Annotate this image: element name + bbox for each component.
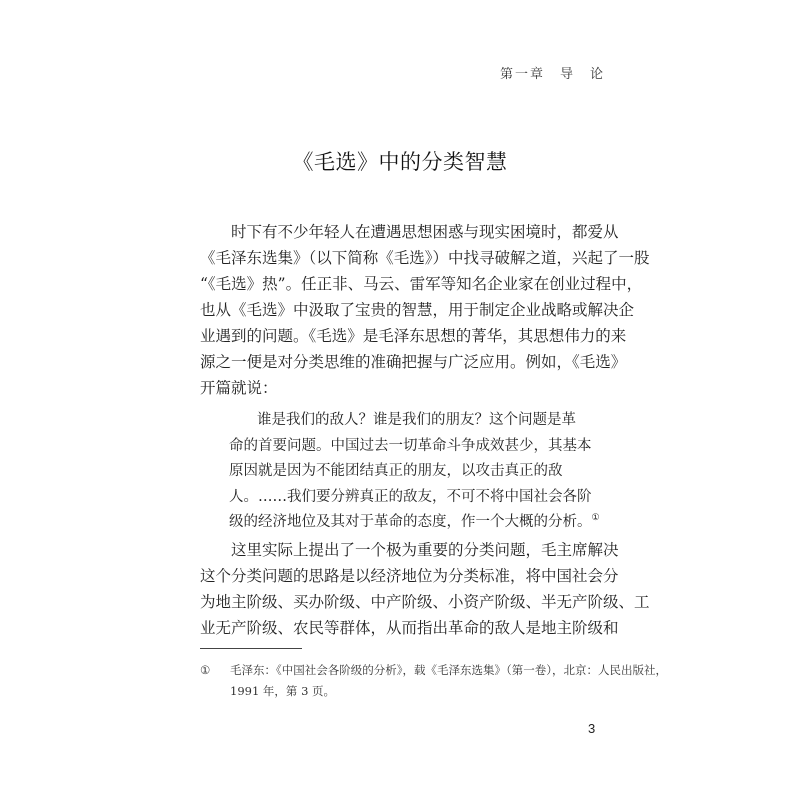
block-quote [229, 408, 601, 536]
footnote-text: 毛泽东：《中国社会各阶级的分析》，载《毛泽东选集》（第一卷），北京：人民出版社， [230, 663, 667, 677]
paragraph-2 [200, 537, 650, 641]
paragraph-line: 时下有不少年轻人在遭遇思想困惑与现实困境时，都爱从 [231, 223, 619, 241]
quote-line-last [229, 510, 601, 536]
footnote-reference[interactable]: ① [591, 513, 600, 524]
paragraph-line: 《毛泽东选集》（以下简称《毛选》）中找寻破解之道，兴起了一股 [200, 249, 650, 267]
paragraph-line: 也从《毛选》中汲取了宝贵的智慧，用于制定企业战略或解决企 [200, 301, 635, 319]
paragraph-line: 源之一便是对分类思维的准确把握与广泛应用。例如，《毛选》 [200, 353, 627, 371]
footnote-divider [200, 648, 302, 649]
section-title: 《毛选》中的分类智慧 [292, 150, 508, 174]
footnote-marker: ① [200, 663, 211, 677]
footnote [200, 660, 667, 702]
quote-line-text: 级的经济地位及其对于革命的态度，作一个大概的分析。 [229, 514, 592, 530]
paragraph-line: 这个分类问题的思路是以经济地位为分类标准，将中国社会分 [200, 567, 619, 585]
paragraph-line: 为地主阶级、买办阶级、中产阶级、小资产阶级、半无产阶级、工 [200, 593, 650, 611]
quote-line: 谁是我们的敌人？谁是我们的朋友？这个问题是革 [257, 412, 576, 428]
paragraph-line: 这里实际上提出了一个极为重要的分类问题，毛主席解决 [231, 541, 619, 559]
quote-line: 原因就是因为不能团结真正的朋友，以攻击真正的敌 [229, 463, 563, 479]
footnote-line-2: 1991 年，第 3 页。 [230, 684, 336, 698]
paragraph-line: 业无产阶级、农民等群体，从而指出革命的敌人是地主阶级和 [200, 619, 619, 637]
quote-line: 命的首要问题。中国过去一切革命斗争成效甚少，其基本 [229, 437, 592, 454]
quote-line: 人。……我们要分辨真正的敌友，不可不将中国社会各阶 [229, 488, 592, 505]
paragraph-line: “《毛选》热”。任正非、马云、雷军等知名企业家在创业过程中， [200, 275, 643, 293]
running-head: 第一章 导 论 [500, 67, 606, 82]
footnote-line-1 [200, 660, 667, 681]
paragraph-line: 开篇就说： [200, 379, 278, 397]
page-number: 3 [588, 721, 596, 736]
paragraph-1 [200, 219, 650, 401]
paragraph-line: 业遇到的问题。《毛选》是毛泽东思想的菁华，其思想伟力的来 [200, 327, 627, 345]
